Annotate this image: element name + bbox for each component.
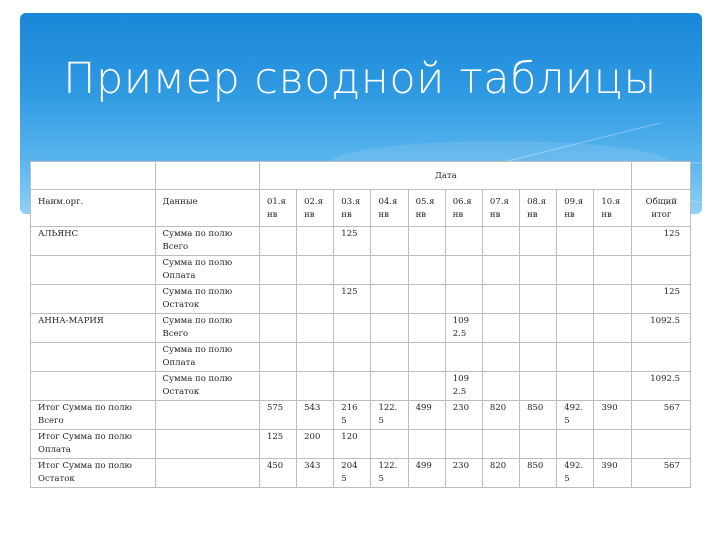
pivot-table [30, 161, 691, 488]
value-cell: 820 [482, 459, 519, 488]
table-row [31, 314, 691, 343]
value-cell [259, 314, 296, 343]
header-date: 08.я нв [520, 190, 557, 227]
value-cell: 230 [445, 459, 482, 488]
value-cell [594, 343, 631, 372]
table-row [31, 285, 691, 314]
value-cell [520, 430, 557, 459]
date-header-row [31, 162, 691, 190]
value-cell [334, 343, 371, 372]
data-field-cell [155, 401, 259, 430]
value-cell: 125 [334, 227, 371, 256]
header-date: 07.я нв [482, 190, 519, 227]
header-total: Общий итог [631, 190, 690, 227]
value-cell [557, 256, 594, 285]
table-row [31, 343, 691, 372]
header-date: 02.я нв [297, 190, 334, 227]
value-cell [520, 314, 557, 343]
table-row [31, 430, 691, 459]
value-cell [371, 372, 408, 401]
header-org: Наим.орг. [31, 190, 156, 227]
value-cell [408, 256, 445, 285]
blank-cell [631, 162, 690, 190]
value-cell [557, 314, 594, 343]
data-field-cell: Сумма по полю Остаток [155, 285, 259, 314]
value-cell [371, 430, 408, 459]
value-cell [371, 256, 408, 285]
value-cell [371, 227, 408, 256]
value-cell [520, 285, 557, 314]
value-cell [371, 285, 408, 314]
blank-cell [155, 162, 259, 190]
value-cell: 122. 5 [371, 459, 408, 488]
total-cell [631, 256, 690, 285]
total-cell [631, 343, 690, 372]
value-cell [408, 372, 445, 401]
value-cell [445, 285, 482, 314]
value-cell [594, 314, 631, 343]
org-cell: АННА-МАРИЯ [31, 314, 156, 343]
value-cell [520, 343, 557, 372]
table-row [31, 227, 691, 256]
data-field-cell: Сумма по полю Остаток [155, 372, 259, 401]
value-cell [482, 430, 519, 459]
value-cell [557, 430, 594, 459]
value-cell: 850 [520, 401, 557, 430]
value-cell: 543 [297, 401, 334, 430]
value-cell [482, 372, 519, 401]
value-cell: 230 [445, 401, 482, 430]
value-cell [334, 372, 371, 401]
data-field-cell: Сумма по полю Оплата [155, 256, 259, 285]
header-date: 01.я нв [259, 190, 296, 227]
value-cell [259, 343, 296, 372]
date-label: Дата [259, 162, 631, 190]
value-cell [520, 227, 557, 256]
value-cell [259, 227, 296, 256]
total-cell: 1092.5 [631, 372, 690, 401]
value-cell [408, 285, 445, 314]
org-cell [31, 343, 156, 372]
value-cell [594, 227, 631, 256]
value-cell [482, 227, 519, 256]
column-header-row [31, 190, 691, 227]
table-row [31, 401, 691, 430]
value-cell: 499 [408, 401, 445, 430]
value-cell [297, 314, 334, 343]
value-cell [557, 285, 594, 314]
data-field-cell: Сумма по полю Всего [155, 314, 259, 343]
value-cell: 204 5 [334, 459, 371, 488]
value-cell [482, 314, 519, 343]
org-cell: АЛЬЯНС [31, 227, 156, 256]
value-cell [297, 343, 334, 372]
org-cell [31, 285, 156, 314]
value-cell [371, 314, 408, 343]
value-cell [594, 372, 631, 401]
header-date: 10.я нв [594, 190, 631, 227]
value-cell: 390 [594, 401, 631, 430]
total-cell: 567 [631, 401, 690, 430]
value-cell: 492. 5 [557, 459, 594, 488]
org-cell [31, 256, 156, 285]
value-cell [259, 372, 296, 401]
value-cell [445, 227, 482, 256]
value-cell [408, 343, 445, 372]
table-row [31, 459, 691, 488]
value-cell [594, 285, 631, 314]
header-date: 03.я нв [334, 190, 371, 227]
value-cell: 122. 5 [371, 401, 408, 430]
data-field-cell [155, 430, 259, 459]
value-cell: 120 [334, 430, 371, 459]
value-cell [557, 227, 594, 256]
value-cell [408, 314, 445, 343]
data-field-cell: Сумма по полю Всего [155, 227, 259, 256]
value-cell: 390 [594, 459, 631, 488]
blank-cell [31, 162, 156, 190]
value-cell [557, 372, 594, 401]
value-cell [594, 256, 631, 285]
value-cell [557, 343, 594, 372]
org-cell [31, 372, 156, 401]
total-cell [631, 430, 690, 459]
value-cell [259, 256, 296, 285]
data-field-cell [155, 459, 259, 488]
org-cell: Итог Сумма по полю Всего [31, 401, 156, 430]
header-date: 05.я нв [408, 190, 445, 227]
value-cell [334, 314, 371, 343]
value-cell [297, 227, 334, 256]
value-cell: 850 [520, 459, 557, 488]
value-cell: 125 [259, 430, 296, 459]
value-cell [445, 430, 482, 459]
value-cell [445, 343, 482, 372]
value-cell: 109 2.5 [445, 314, 482, 343]
value-cell [371, 343, 408, 372]
value-cell [520, 372, 557, 401]
table-row [31, 256, 691, 285]
org-cell: Итог Сумма по полю Остаток [31, 459, 156, 488]
page-title: Пример сводной таблицы [63, 54, 657, 104]
value-cell [259, 285, 296, 314]
header-date: 09.я нв [557, 190, 594, 227]
value-cell [482, 343, 519, 372]
value-cell: 343 [297, 459, 334, 488]
value-cell [482, 256, 519, 285]
value-cell [594, 430, 631, 459]
data-field-cell: Сумма по полю Оплата [155, 343, 259, 372]
value-cell: 492. 5 [557, 401, 594, 430]
total-cell: 1092.5 [631, 314, 690, 343]
value-cell [408, 430, 445, 459]
value-cell: 575 [259, 401, 296, 430]
value-cell: 109 2.5 [445, 372, 482, 401]
value-cell [482, 285, 519, 314]
value-cell: 200 [297, 430, 334, 459]
value-cell: 125 [334, 285, 371, 314]
table-row [31, 372, 691, 401]
org-cell: Итог Сумма по полю Оплата [31, 430, 156, 459]
value-cell [520, 256, 557, 285]
total-cell: 567 [631, 459, 690, 488]
value-cell [297, 256, 334, 285]
value-cell [297, 285, 334, 314]
header-data: Данные [155, 190, 259, 227]
value-cell: 820 [482, 401, 519, 430]
value-cell: 450 [259, 459, 296, 488]
value-cell [334, 256, 371, 285]
total-cell: 125 [631, 285, 690, 314]
total-cell: 125 [631, 227, 690, 256]
value-cell [297, 372, 334, 401]
header-date: 04.я нв [371, 190, 408, 227]
value-cell [445, 256, 482, 285]
value-cell: 216 5 [334, 401, 371, 430]
header-date: 06.я нв [445, 190, 482, 227]
value-cell [408, 227, 445, 256]
value-cell: 499 [408, 459, 445, 488]
